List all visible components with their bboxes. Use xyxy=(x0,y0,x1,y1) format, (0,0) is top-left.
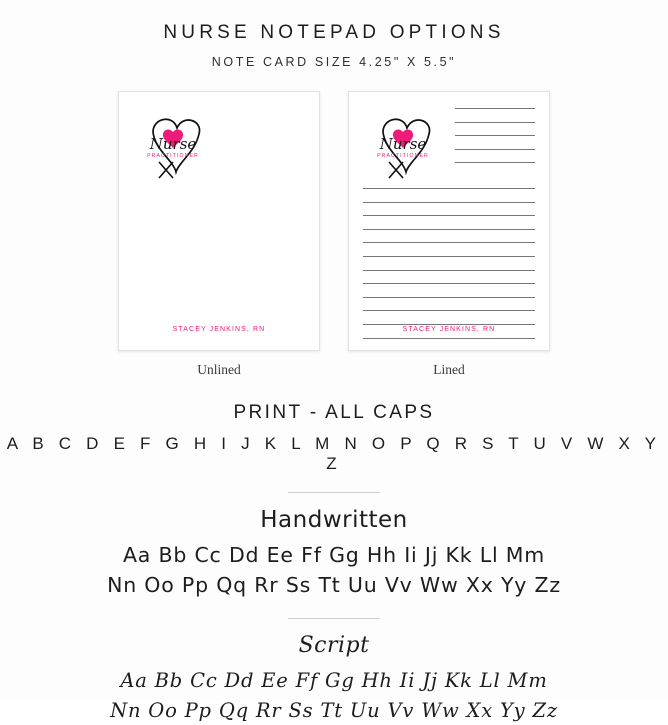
page-subtitle: NOTE CARD SIZE 4.25" X 5.5" xyxy=(211,55,457,69)
ruled-lines-top xyxy=(455,108,535,176)
divider xyxy=(288,492,380,493)
ruled-line xyxy=(363,215,535,216)
ruled-line xyxy=(363,310,535,311)
specimen-title: Handwritten xyxy=(260,507,408,533)
specimen-print-all-caps xyxy=(0,402,668,474)
ruled-line xyxy=(363,270,535,271)
ruled-line xyxy=(455,162,535,163)
note-card-lined[interactable] xyxy=(348,91,550,351)
specimen-script xyxy=(0,633,668,725)
ruled-line xyxy=(455,149,535,150)
ruled-line xyxy=(363,202,535,203)
ruled-line xyxy=(363,188,535,189)
font-specimens xyxy=(0,402,668,725)
ruled-line xyxy=(363,256,535,257)
specimen-title: PRINT - ALL CAPS xyxy=(233,402,435,423)
note-card-unlined[interactable] xyxy=(118,91,320,351)
svg-text:Nurse: Nurse xyxy=(149,135,197,153)
card-signature: STACEY JENKINS, RN xyxy=(172,326,266,333)
ruled-line xyxy=(363,324,535,325)
specimen-row: Aa Bb Cc Dd Ee Ff Gg Hh Ii Jj Kk Ll Mm xyxy=(120,669,548,693)
specimen-row: Nn Oo Pp Qq Rr Ss Tt Uu Vv Ww Xx Yy Zz xyxy=(110,698,558,722)
specimen-row: Nn Oo Pp Qq Rr Ss Tt Uu Vv Ww Xx Yy Zz xyxy=(107,572,561,597)
nurse-heart-logo-icon xyxy=(363,102,449,188)
ruled-line xyxy=(363,338,535,339)
ruled-line xyxy=(455,108,535,109)
specimen-row: Aa Bb Cc Dd Ee Ff Gg Hh Ii Jj Kk Ll Mm xyxy=(122,543,546,567)
ruled-line xyxy=(455,122,535,123)
page-title: NURSE NOTEPAD OPTIONS xyxy=(163,22,505,43)
card-option-unlined[interactable] xyxy=(118,91,320,378)
card-option-lined[interactable] xyxy=(348,91,550,378)
svg-text:PRACTITIONER: PRACTITIONER xyxy=(377,153,429,159)
card-caption-lined: Lined xyxy=(433,362,465,377)
ruled-line xyxy=(363,297,535,298)
ruled-line xyxy=(363,229,535,230)
ruled-line xyxy=(455,135,535,136)
ruled-lines xyxy=(363,188,535,316)
svg-text:PRACTITIONER: PRACTITIONER xyxy=(147,153,199,159)
nurse-heart-logo-icon xyxy=(133,102,219,188)
specimen-row: A B C D E F G H I J K L M N O P Q R S T U V W X Y Z xyxy=(6,434,662,473)
divider xyxy=(288,618,380,619)
card-signature: STACEY JENKINS, RN xyxy=(402,326,496,333)
header xyxy=(0,0,668,69)
ruled-line xyxy=(363,242,535,243)
svg-text:Nurse: Nurse xyxy=(379,135,427,153)
card-caption-unlined: Unlined xyxy=(197,362,241,377)
card-previews xyxy=(0,91,668,378)
specimen-handwritten xyxy=(0,507,668,600)
ruled-line xyxy=(363,283,535,284)
specimen-title: Script xyxy=(298,633,370,659)
